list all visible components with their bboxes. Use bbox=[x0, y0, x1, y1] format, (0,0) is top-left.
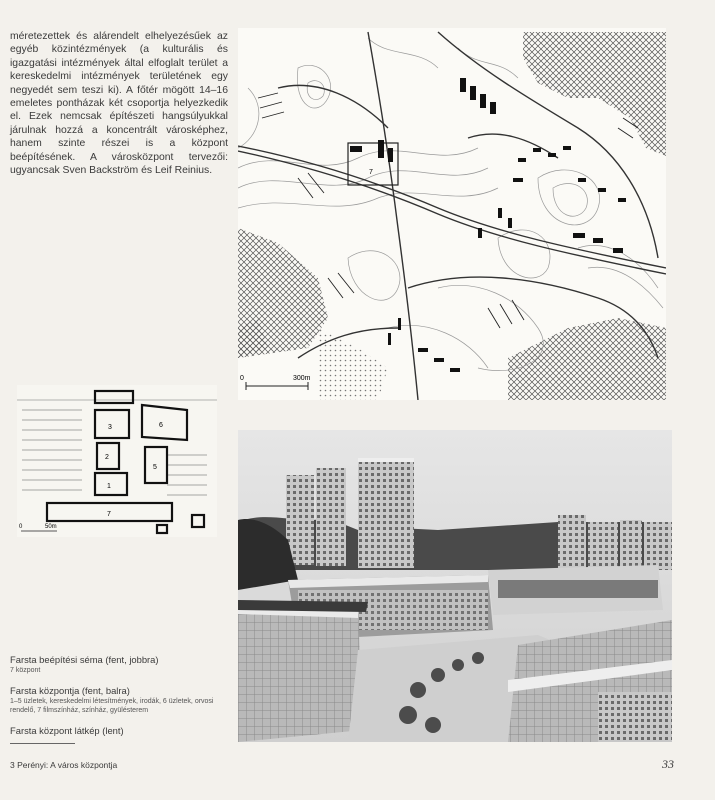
caption-center-plan-sub: 1–5 üzletek, kereskedelmi létesítmények, irodák, 6 üzletek, orvosi rendelő, 7 filmszínház, színház, gyülésterem bbox=[10, 698, 214, 714]
running-head: 3 Perényi: A város központja bbox=[10, 760, 118, 770]
plan-scale-end: 50m bbox=[45, 524, 57, 530]
map-scale-zero: 0 bbox=[240, 375, 244, 382]
map-center-label: 7 bbox=[369, 169, 373, 176]
plan-block-6: 6 bbox=[159, 422, 163, 429]
plan-block-3: 3 bbox=[108, 424, 112, 431]
caption-aerial-view: Farsta központ látkép (lent) bbox=[10, 725, 124, 736]
aerial-photo bbox=[238, 430, 672, 742]
map-scale-end: 300m bbox=[293, 375, 311, 382]
caption-rule bbox=[10, 743, 75, 744]
plan-block-5: 5 bbox=[153, 464, 157, 471]
center-plan bbox=[17, 385, 217, 537]
body-text: méretezettek és alárendelt elhelyezésűek az egyéb közintézmények (a kulturális és igazgatási intézmények által elfoglalt terület a kereskedelmi intézmények területének egy negyedét sem teszi ki). A főtér mögött 14–16 emeletes pontházak két csoportja helyezkedik el. Ezek nemcsak építészeti hangsúlyukkal járulnak hozzá a koncentrált városképhez, hanem szinte részei is a központ beépítésének. A városközpont tervezői: ugyancsak Sven Backström és Leif Reinius. bbox=[10, 31, 228, 177]
plan-block-2: 2 bbox=[105, 454, 109, 461]
caption-site-plan: Farsta beépítési séma (fent, jobbra) bbox=[10, 654, 159, 665]
captions bbox=[10, 654, 232, 744]
page-number: 33 bbox=[662, 757, 674, 771]
plan-scale-zero: 0 bbox=[19, 524, 23, 530]
caption-site-plan-sub: 7 központ bbox=[10, 667, 41, 674]
caption-center-plan: Farsta központja (fent, balra) bbox=[10, 685, 130, 696]
plan-block-1: 1 bbox=[107, 483, 111, 490]
plan-block-7: 7 bbox=[107, 511, 111, 518]
site-plan-map bbox=[238, 28, 666, 400]
